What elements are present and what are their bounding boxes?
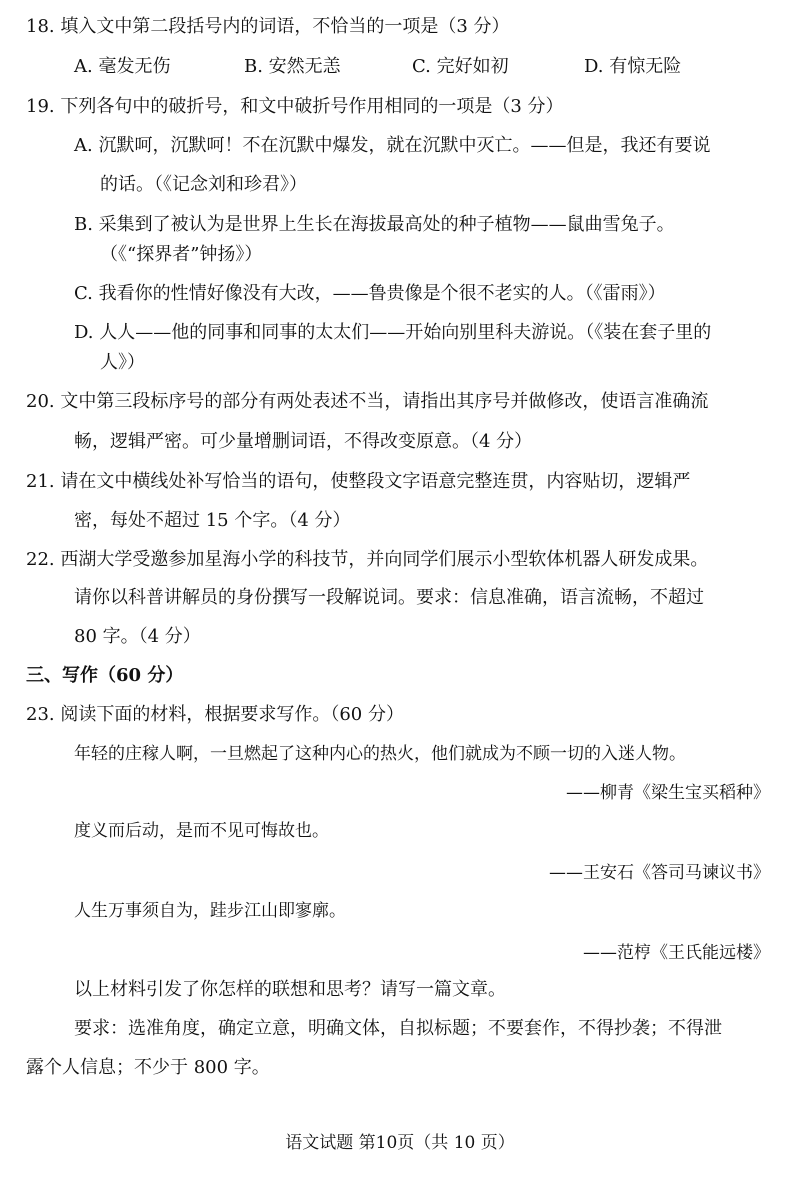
- question-18-stem: 18. 填入文中第二段括号内的词语，不恰当的一项是（3 分）: [26, 16, 510, 37]
- question-23-stem: 23. 阅读下面的材料，根据要求写作。（60 分）: [26, 704, 404, 725]
- question-19-option-a-line1: A. 沉默呵，沉默呵！不在沉默中爆发，就在沉默中灭亡。——但是，我还有要说: [74, 135, 711, 156]
- writing-prompt: 以上材料引发了你怎样的联想和思考？请写一篇文章。: [74, 979, 506, 1000]
- option-a: A. 毫发无伤: [74, 56, 171, 77]
- material-source-2: ——王安石《答司马谏议书》: [549, 863, 770, 883]
- option-c: C. 完好如初: [412, 56, 509, 77]
- question-19-option-d-line2: 人》）: [100, 352, 145, 373]
- material-quote-2: 度义而后动，是而不见可悔故也。: [74, 821, 329, 841]
- question-19-option-d-line1: D. 人人——他的同事和同事的太太们——开始向别里科夫游说。（《装在套子里的: [74, 322, 712, 343]
- question-19-option-b-line1: B. 采集到了被认为是世界上生长在海拔最高处的种子植物——鼠曲雪兔子。: [74, 214, 675, 235]
- question-19-option-c: C. 我看你的性情好像没有大改，——鲁贵像是个很不老实的人。（《雷雨》）: [74, 283, 666, 304]
- question-19-option-b-line2: （《“探界者”钟扬》）: [100, 244, 263, 265]
- question-21-line1: 21. 请在文中横线处补写恰当的语句，使整段文字语意完整连贯，内容贴切，逻辑严: [26, 471, 691, 492]
- material-source-3: ——范梈《王氏能远楼》: [583, 943, 770, 963]
- question-21-line2: 密，每处不超过 15 个字。（4 分）: [74, 510, 351, 531]
- question-22-line1: 22. 西湖大学受邀参加星海小学的科技节，并向同学们展示小型软体机器人研发成果。: [26, 549, 709, 570]
- page-footer: 语文试题 第10页（共 10 页）: [285, 1133, 515, 1153]
- section-3-heading: 三、写作（60 分）: [26, 665, 184, 686]
- material-quote-1: 年轻的庄稼人啊，一旦燃起了这种内心的热火，他们就成为不顾一切的入迷人物。: [74, 744, 686, 764]
- material-source-1: ——柳青《梁生宝买稻种》: [566, 783, 770, 803]
- option-d: D. 有惊无险: [584, 56, 682, 77]
- material-quote-3: 人生万事须自为，跬步江山即寥廓。: [74, 901, 346, 921]
- question-22-line2: 请你以科普讲解员的身份撰写一段解说词。要求：信息准确，语言流畅，不超过: [74, 587, 704, 608]
- writing-requirements-line2: 露个人信息；不少于 800 字。: [26, 1057, 270, 1078]
- option-b: B. 安然无恙: [244, 56, 341, 77]
- question-22-line3: 80 字。（4 分）: [74, 626, 201, 647]
- writing-requirements-line1: 要求：选准角度，确定立意，明确文体，自拟标题；不要套作，不得抄袭；不得泄: [74, 1018, 722, 1039]
- question-20-line2: 畅，逻辑严密。可少量增删词语，不得改变原意。（4 分）: [74, 431, 533, 452]
- question-20-line1: 20. 文中第三段标序号的部分有两处表述不当，请指出其序号并做修改，使语言准确流: [26, 391, 709, 412]
- question-19-option-a-line2: 的话。（《记念刘和珍君》）: [100, 174, 307, 195]
- question-19-stem: 19. 下列各句中的破折号，和文中破折号作用相同的一项是（3 分）: [26, 96, 564, 117]
